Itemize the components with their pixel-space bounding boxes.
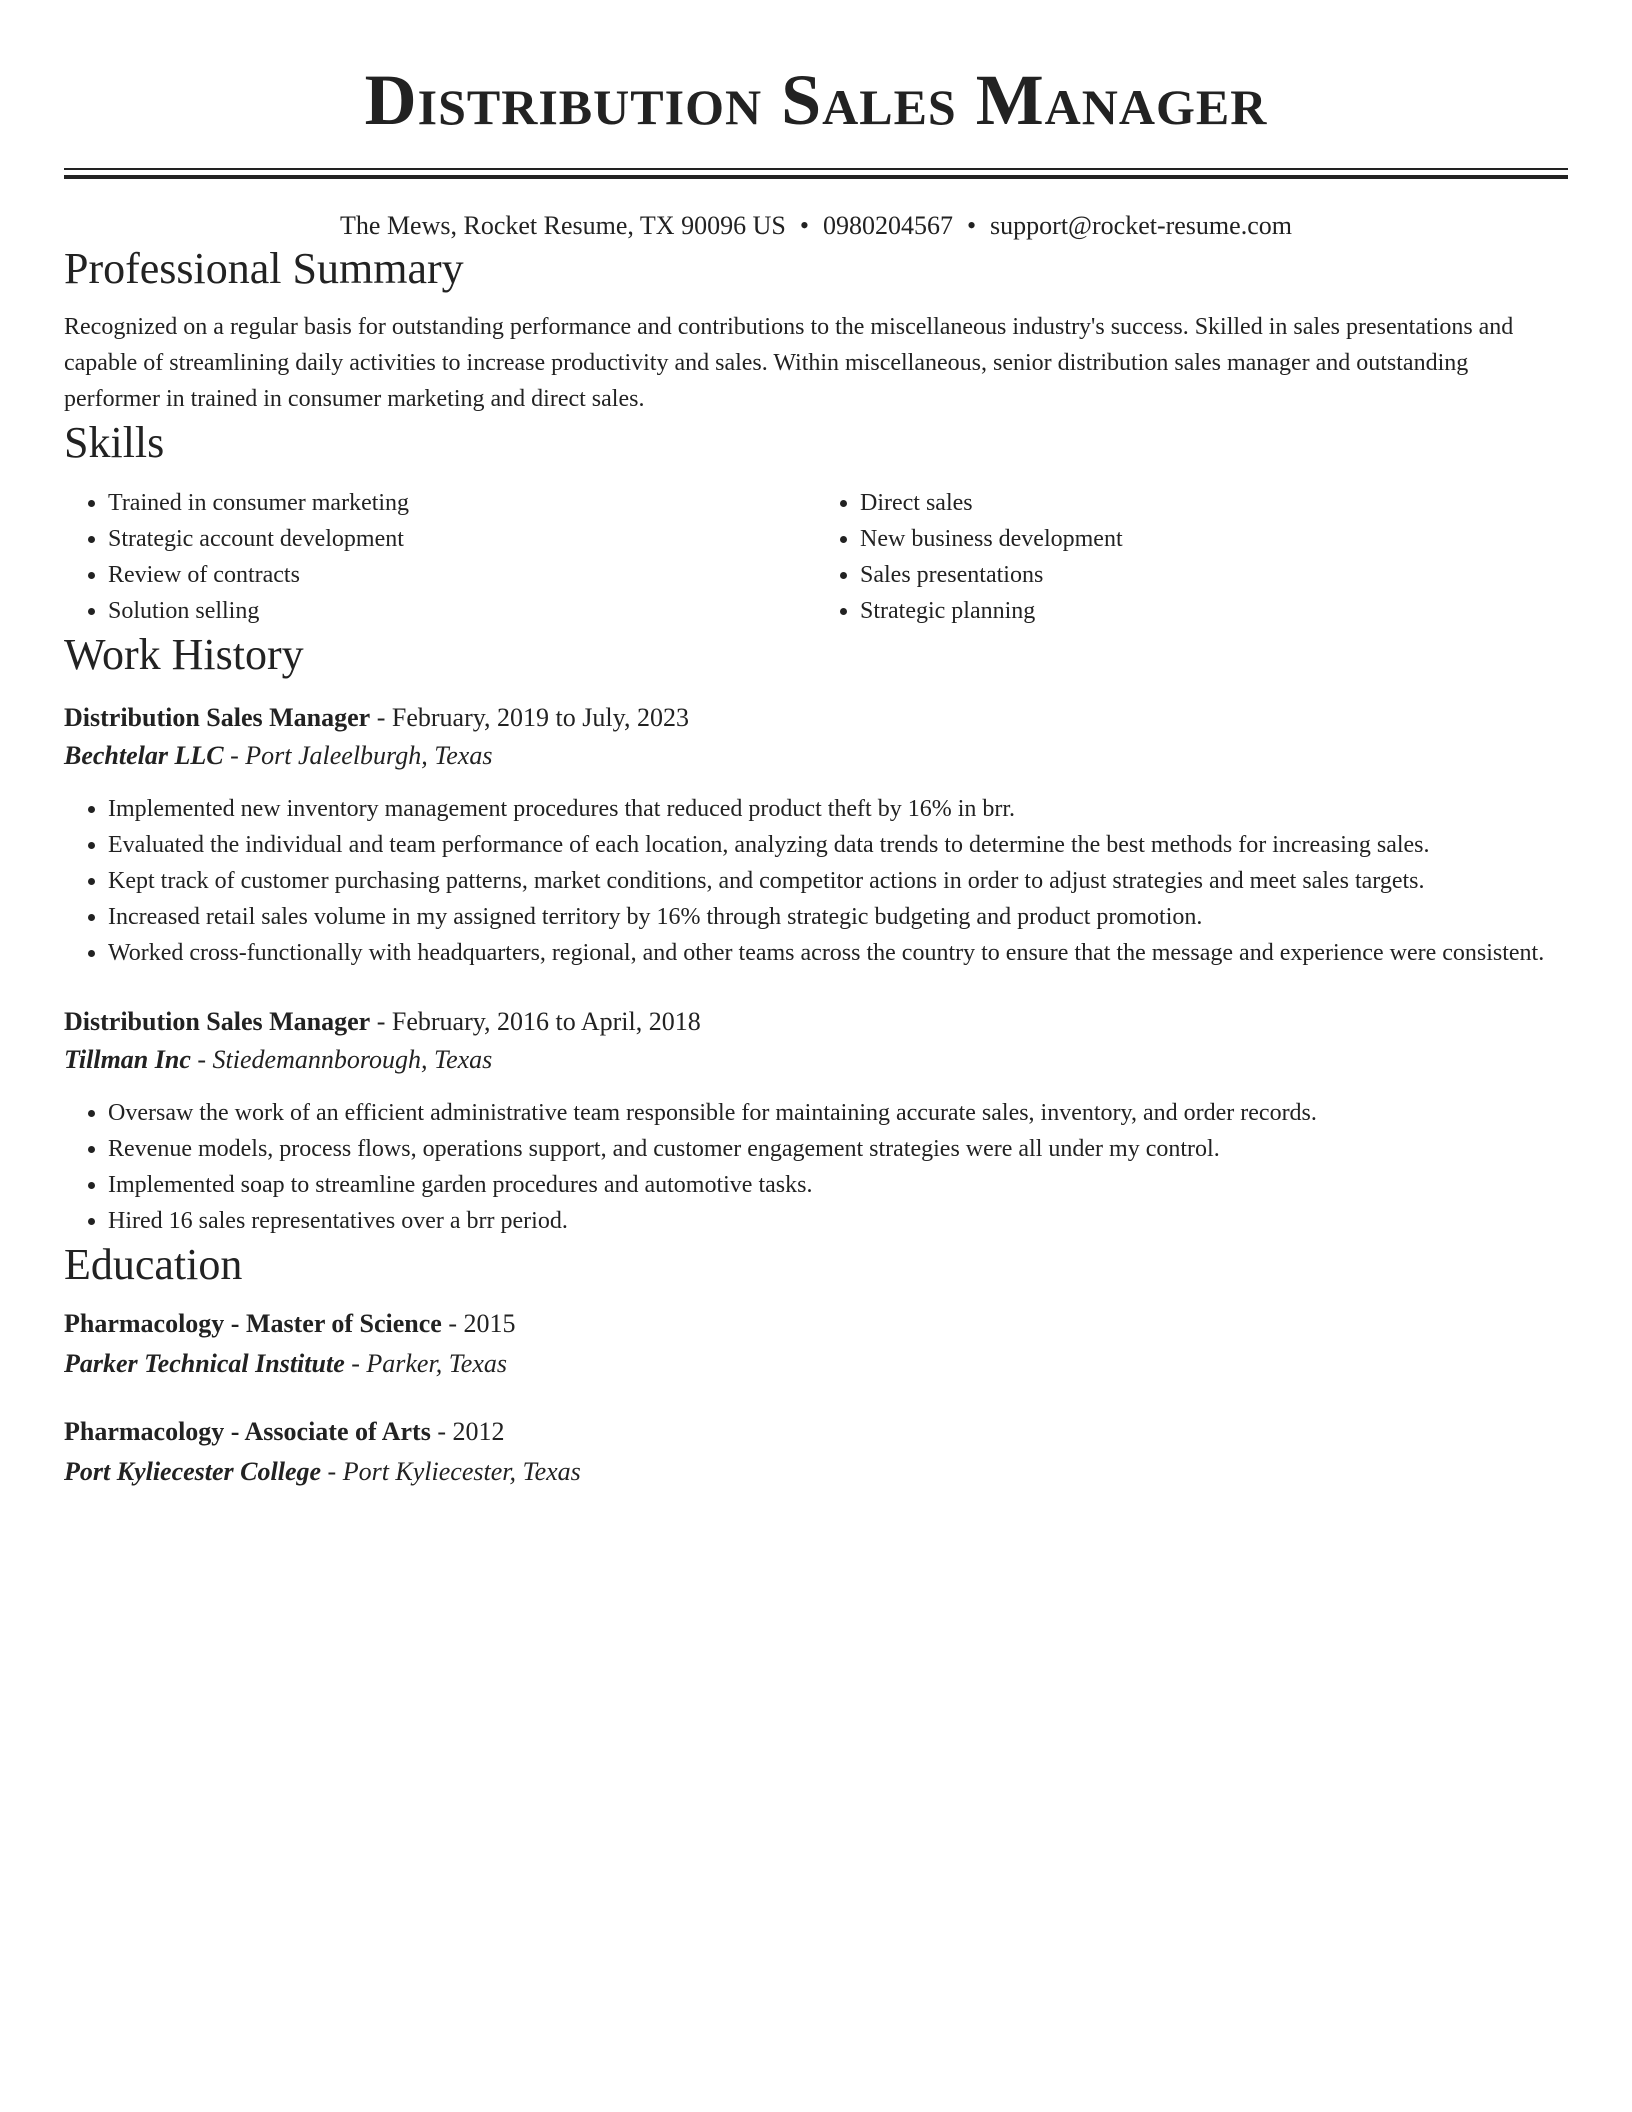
job-company: Tillman Inc — [64, 1045, 191, 1074]
education-school-line — [64, 1345, 1568, 1383]
education-school-line — [64, 1453, 1568, 1491]
contact-phone: 0980204567 — [822, 211, 953, 240]
job-bullet: • Implemented new inventory management procedures that reduced product theft by 16% in brr. — [108, 791, 1568, 827]
job-location: - Port Jaleelburgh, Texas — [223, 741, 493, 770]
job-dates: - February, 2019 to July, 2023 — [370, 703, 689, 732]
education-degree: Pharmacology - Associate of Arts — [64, 1417, 431, 1446]
education-school: Port Kyliecester College — [64, 1457, 322, 1486]
education-entry — [64, 1305, 1568, 1383]
skill-item: • Sales presentations — [860, 557, 1568, 593]
job-location: - Stiedemannborough, Texas — [190, 1045, 493, 1074]
education-degree-line — [64, 1305, 1568, 1343]
job-bullet: • Increased retail sales volume in my assigned territory by 16% through strategic budgeting and product promotion. — [108, 899, 1568, 935]
job-company-line — [64, 737, 1568, 775]
job-bullet: • Worked cross-functionally with headquarters, regional, and other teams across the country to ensure that the message and experience were consistent. — [108, 935, 1568, 971]
job-company-line — [64, 1041, 1568, 1079]
job-role-line — [64, 1003, 1568, 1041]
skill-item: • Strategic planning — [860, 593, 1568, 629]
job-title: Distribution Sales Manager — [64, 703, 371, 732]
education-degree: Pharmacology - Master of Science — [64, 1309, 442, 1338]
resume-name: Distribution Sales Manager — [364, 60, 1268, 140]
job-dates: - February, 2016 to April, 2018 — [370, 1007, 701, 1036]
job-company: Bechtelar LLC — [64, 741, 224, 770]
skill-item: • Trained in consumer marketing — [108, 485, 816, 521]
job-title: Distribution Sales Manager — [64, 1007, 371, 1036]
contact-separator: • — [799, 211, 809, 240]
job-bullet: • Kept track of customer purchasing patterns, market conditions, and competitor actions in order to adjust strategies and meet sales targets. — [108, 863, 1568, 899]
job-bullet: • Hired 16 sales representatives over a brr period. — [108, 1203, 1568, 1239]
education-degree-line — [64, 1413, 1568, 1451]
job-role-line — [64, 699, 1568, 737]
skill-item: • New business development — [860, 521, 1568, 557]
contact-separator: • — [966, 211, 977, 240]
education-entry — [64, 1413, 1568, 1491]
education-location: - Parker, Texas — [344, 1349, 507, 1378]
skill-item: • Solution selling — [108, 593, 816, 629]
education-heading: Education — [64, 1240, 243, 1289]
summary-heading: Professional Summary — [64, 244, 464, 293]
work-history-heading: Work History — [64, 630, 304, 679]
education-year: - 2015 — [441, 1309, 516, 1338]
job-entry — [64, 1003, 1568, 1239]
skills-column-right — [816, 485, 1568, 629]
contact-line — [64, 209, 1568, 243]
header-double-rule — [64, 168, 1568, 179]
contact-email: support@rocket-resume.com — [990, 211, 1292, 240]
education-year: - 2012 — [430, 1417, 505, 1446]
skills-heading: Skills — [64, 418, 165, 467]
skill-item: • Review of contracts — [108, 557, 816, 593]
job-entry — [64, 699, 1568, 971]
job-bullet: • Implemented soap to streamline garden procedures and automotive tasks. — [108, 1167, 1568, 1203]
summary-text: Recognized on a regular basis for outstanding performance and contributions to the miscellaneous industry's success. Skilled in sales presentations and capable of streamlining daily activities to increase productivity and sales. Within miscellaneous, senior distribution sales manager and outstanding performer in trained in consumer marketing and direct sales. — [64, 314, 1514, 412]
job-bullets — [64, 1095, 1568, 1239]
job-bullet: • Revenue models, process flows, operations support, and customer engagement strategies were all under my control. — [108, 1131, 1568, 1167]
job-bullets — [64, 791, 1568, 971]
job-bullet: • Oversaw the work of an efficient administrative team responsible for maintaining accurate sales, inventory, and order records. — [108, 1095, 1568, 1131]
job-bullet: • Evaluated the individual and team performance of each location, analyzing data trends to determine the best methods for increasing sales. — [108, 827, 1568, 863]
skills-column-left — [64, 485, 816, 629]
education-location: - Port Kyliecester, Texas — [321, 1457, 581, 1486]
skill-item: • Strategic account development — [108, 521, 816, 557]
contact-address: The Mews, Rocket Resume, TX 90096 US — [340, 211, 786, 240]
skills-list — [64, 485, 1568, 629]
skill-item: • Direct sales — [860, 485, 1568, 521]
education-school: Parker Technical Institute — [64, 1349, 345, 1378]
